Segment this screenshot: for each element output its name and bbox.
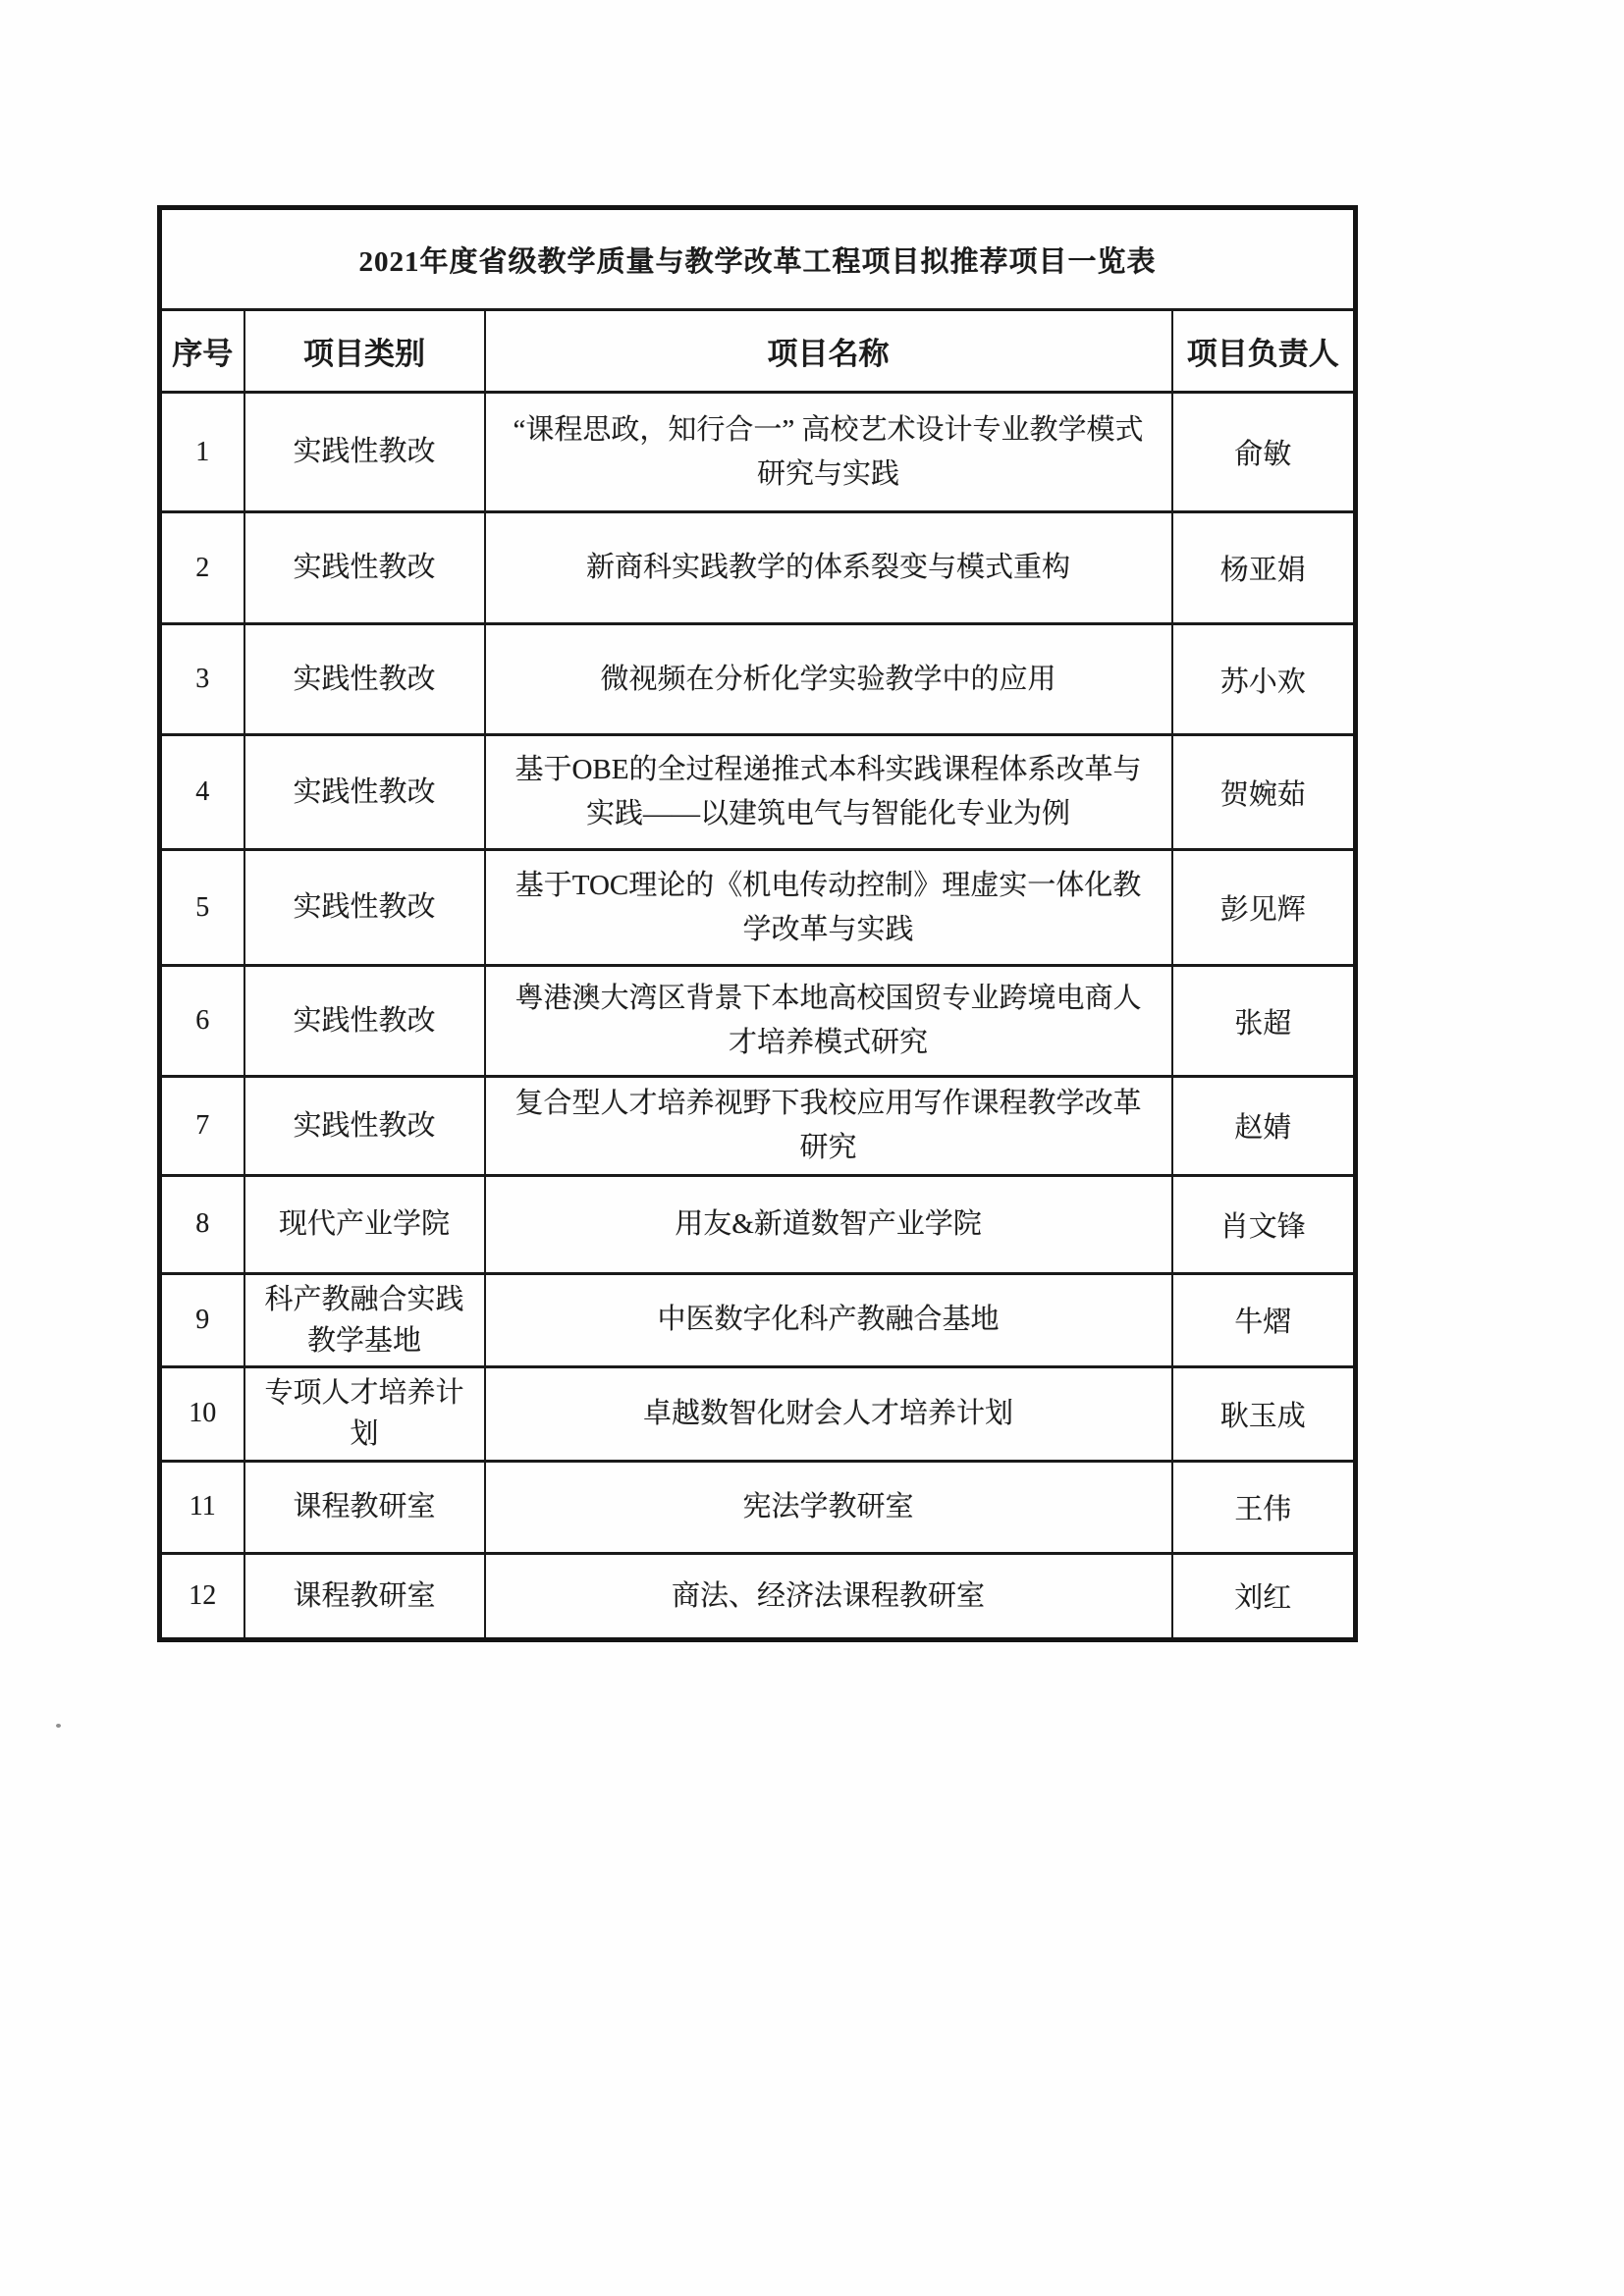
row-number-cell: 5 <box>160 850 244 966</box>
leader-cell: 耿玉成 <box>1172 1366 1356 1461</box>
table-row <box>160 1366 1356 1461</box>
row-number-cell: 9 <box>160 1273 244 1366</box>
project-name-cell: 中医数字化科产教融合基地 <box>485 1273 1172 1366</box>
project-name-cell: 新商科实践教学的体系裂变与模式重构 <box>485 512 1172 624</box>
project-name-cell: 基于OBE的全过程递推式本科实践课程体系改革与实践——以建筑电气与智能化专业为例 <box>485 735 1172 850</box>
projects-table <box>157 205 1358 1642</box>
column-header-name: 项目名称 <box>485 310 1172 393</box>
table-row <box>160 1273 1356 1366</box>
leader-cell: 苏小欢 <box>1172 624 1356 735</box>
row-number-cell: 8 <box>160 1175 244 1273</box>
leader-cell: 俞敏 <box>1172 393 1356 512</box>
column-header-category: 项目类别 <box>244 310 485 393</box>
row-number-cell: 2 <box>160 512 244 624</box>
category-cell: 实践性教改 <box>244 966 485 1077</box>
table-row <box>160 735 1356 850</box>
category-cell: 实践性教改 <box>244 1077 485 1176</box>
project-name-cell: 商法、经济法课程教研室 <box>485 1553 1172 1639</box>
table-row <box>160 1461 1356 1553</box>
project-name-cell: 基于TOC理论的《机电传动控制》理虚实一体化教学改革与实践 <box>485 850 1172 966</box>
project-name-cell: 宪法学教研室 <box>485 1461 1172 1553</box>
category-cell: 实践性教改 <box>244 850 485 966</box>
column-header-no: 序号 <box>160 310 244 393</box>
row-number-cell: 11 <box>160 1461 244 1553</box>
row-number-cell: 1 <box>160 393 244 512</box>
category-cell: 课程教研室 <box>244 1461 485 1553</box>
project-name-cell: “课程思政，知行合一” 高校艺术设计专业教学模式研究与实践 <box>485 393 1172 512</box>
row-number-cell: 7 <box>160 1077 244 1176</box>
leader-cell: 赵婧 <box>1172 1077 1356 1176</box>
table-row <box>160 966 1356 1077</box>
table-row <box>160 624 1356 735</box>
leader-cell: 肖文锋 <box>1172 1175 1356 1273</box>
project-name-cell: 粤港澳大湾区背景下本地高校国贸专业跨境电商人才培养模式研究 <box>485 966 1172 1077</box>
table-row <box>160 850 1356 966</box>
table-row <box>160 1175 1356 1273</box>
title-row <box>160 208 1356 310</box>
leader-cell: 刘红 <box>1172 1553 1356 1639</box>
document-title: 2021年度省级教学质量与教学改革工程项目拟推荐项目一览表 <box>160 208 1356 310</box>
category-cell: 实践性教改 <box>244 512 485 624</box>
category-cell: 实践性教改 <box>244 735 485 850</box>
project-name-cell: 复合型人才培养视野下我校应用写作课程教学改革研究 <box>485 1077 1172 1176</box>
leader-cell: 王伟 <box>1172 1461 1356 1553</box>
table-row <box>160 512 1356 624</box>
row-number-cell: 3 <box>160 624 244 735</box>
table-row <box>160 1077 1356 1176</box>
category-cell: 科产教融合实践教学基地 <box>244 1273 485 1366</box>
scan-artifact-dot <box>56 1724 61 1728</box>
table-row <box>160 393 1356 512</box>
category-cell: 专项人才培养计划 <box>244 1366 485 1461</box>
project-name-cell: 用友&新道数智产业学院 <box>485 1175 1172 1273</box>
leader-cell: 彭见辉 <box>1172 850 1356 966</box>
row-number-cell: 10 <box>160 1366 244 1461</box>
project-name-cell: 微视频在分析化学实验教学中的应用 <box>485 624 1172 735</box>
category-cell: 现代产业学院 <box>244 1175 485 1273</box>
row-number-cell: 4 <box>160 735 244 850</box>
row-number-cell: 6 <box>160 966 244 1077</box>
category-cell: 实践性教改 <box>244 393 485 512</box>
leader-cell: 张超 <box>1172 966 1356 1077</box>
project-name-cell: 卓越数智化财会人才培养计划 <box>485 1366 1172 1461</box>
row-number-cell: 12 <box>160 1553 244 1639</box>
category-cell: 实践性教改 <box>244 624 485 735</box>
header-row <box>160 310 1356 393</box>
leader-cell: 牛熠 <box>1172 1273 1356 1366</box>
category-cell: 课程教研室 <box>244 1553 485 1639</box>
leader-cell: 贺婉茹 <box>1172 735 1356 850</box>
table-row <box>160 1553 1356 1639</box>
leader-cell: 杨亚娟 <box>1172 512 1356 624</box>
column-header-leader: 项目负责人 <box>1172 310 1356 393</box>
